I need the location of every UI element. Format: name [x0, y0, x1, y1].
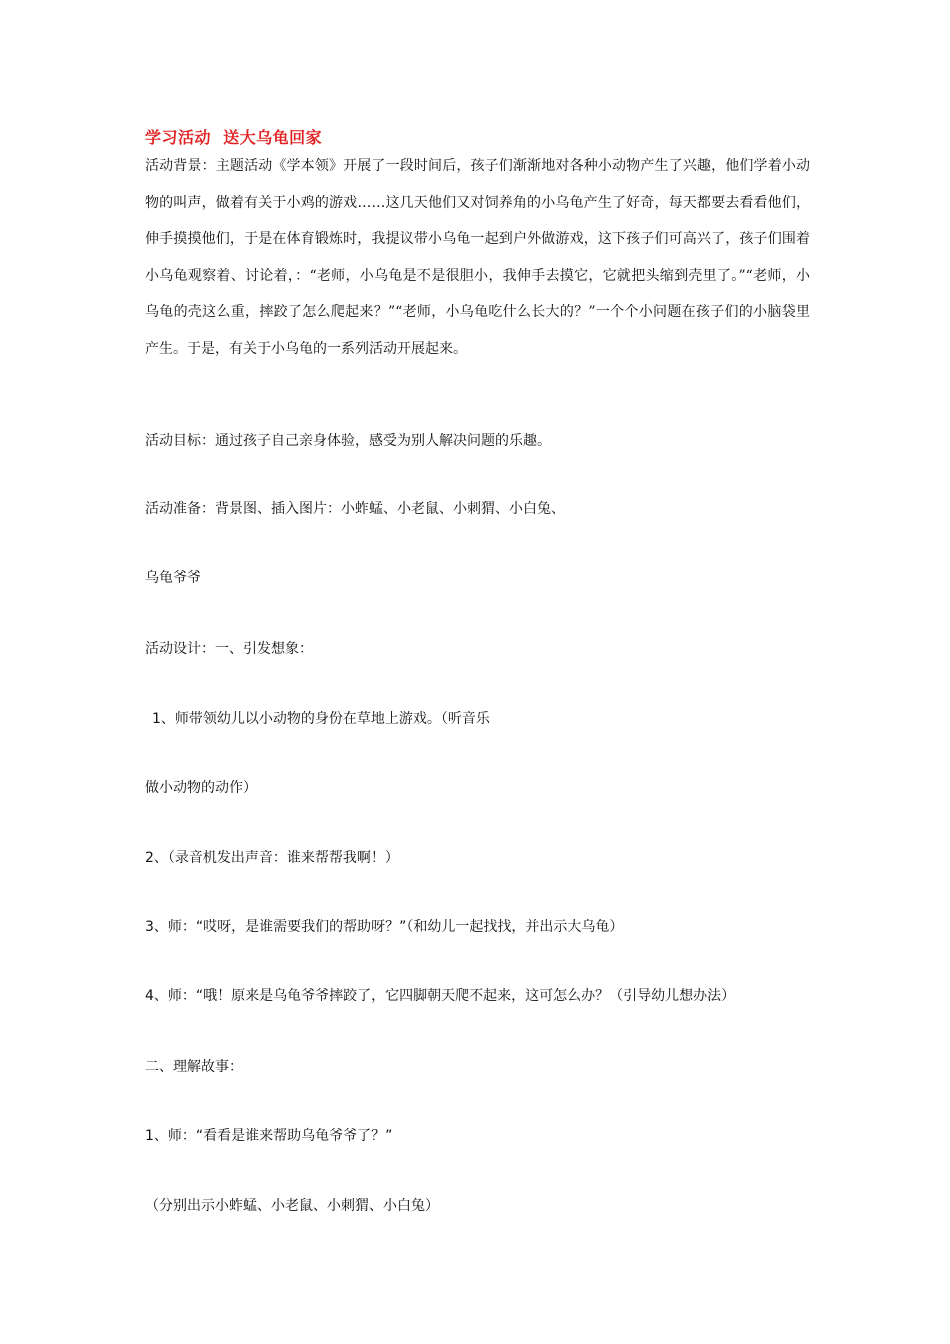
activity-goal: 活动目标：通过孩子自己亲身体验，感受为别人解决问题的乐趣。	[145, 433, 551, 449]
step-3: 3、师：“哎呀，是谁需要我们的帮助呀？”（和幼儿一起找找，并出示大乌龟）	[145, 919, 624, 935]
document-title: 学习活动 送大乌龟回家	[145, 128, 323, 147]
activity-preparation-continued: 乌龟爷爷	[145, 570, 201, 586]
step-4: 4、师：“哦！原来是乌龟爷爷摔跤了，它四脚朝天爬不起来，这可怎么办？（引导幼儿想办法）	[145, 988, 736, 1004]
section-2-note: （分别出示小蚱蜢、小老鼠、小刺猬、小白兔）	[145, 1198, 439, 1214]
activity-design-heading: 活动设计：一、引发想象：	[145, 641, 313, 657]
step-1: 1、师带领幼儿以小动物的身份在草地上游戏。（听音乐	[152, 711, 490, 727]
step-1-continued: 做小动物的动作）	[145, 780, 257, 796]
background-paragraph: 活动背景：主题活动《学本领》开展了一段时间后，孩子们渐渐地对各种小动物产生了兴趣，他们学着小动物的叫声，做着有关于小鸡的游戏……这几天他们又对饲养角的小乌龟产生了好奇，每天都要去看看他们，伸手摸摸他们，于是在体育锻炼时，我提议带小乌龟一起到户外做游戏，这下孩子们可高兴了，孩子们围着小乌龟观察着、讨论着，：“老师，小乌龟是不是很胆小，我伸手去摸它，它就把头缩到壳里了。”“老师，小乌龟的壳这么重，摔跤了怎么爬起来？”“老师，小乌龟吃什么长大的？”一个个小问题在孩子们的小脑袋里产生。于是，有关于小乌龟的一系列活动开展起来。	[145, 158, 810, 357]
section-2-step-1: 1、师：“看看是谁来帮助乌龟爷爷了？”	[145, 1128, 393, 1144]
activity-preparation: 活动准备：背景图、插入图片：小蚱蜢、小老鼠、小刺猬、小白兔、	[145, 501, 565, 517]
step-2: 2、（录音机发出声音：谁来帮帮我啊！）	[145, 850, 399, 866]
section-2-heading: 二、理解故事：	[145, 1059, 243, 1075]
